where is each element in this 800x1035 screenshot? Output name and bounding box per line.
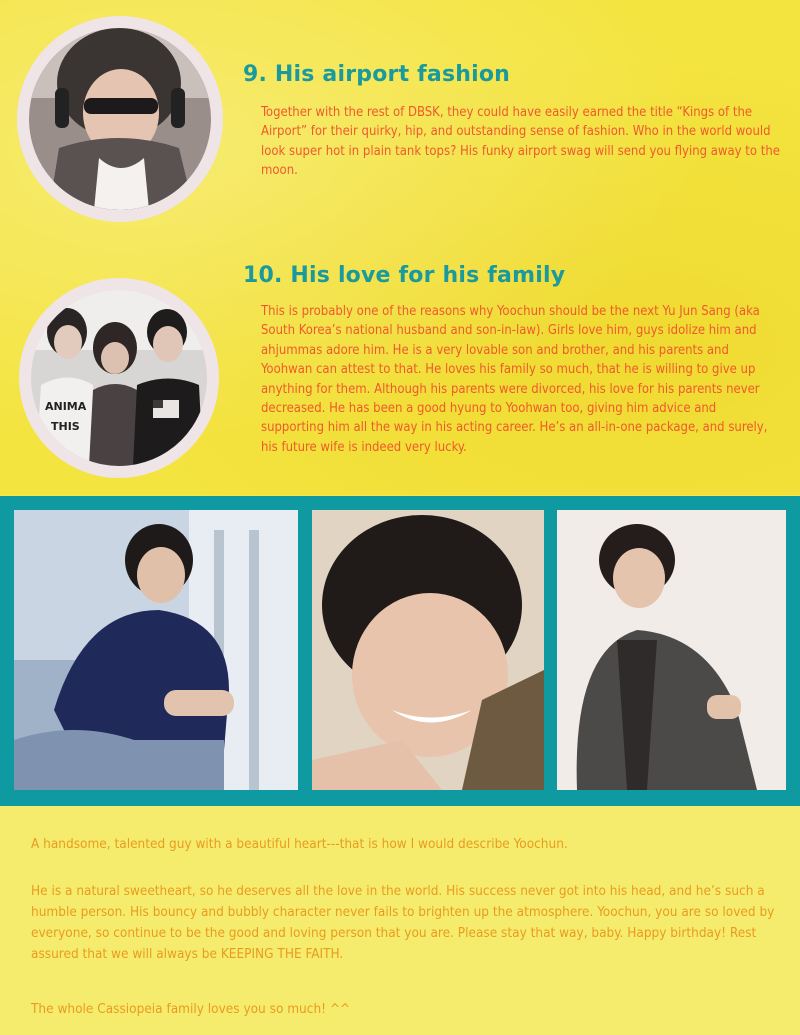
family-photo (31, 290, 207, 466)
top-content-area (0, 0, 800, 495)
photo-strip (0, 496, 800, 806)
airport-photo (29, 28, 211, 210)
shirt-text-2: THIS (51, 420, 80, 433)
photo-closeup (312, 510, 544, 790)
shirt-text: ANIMA (45, 400, 87, 413)
closing-message (0, 806, 800, 1035)
closing-paragraph: He is a natural sweetheart, so he deserves all the love in the world. His success never got into his head, and he’s such a humble person. His bouncy and bubbly character never fails to brighten up the atmosphere. Yoochun, you are so loved by everyone, so continue to be the good and loving person that you are. Please stay that way, baby. Happy birthday! Rest assured that we will always be KEEPING THE FAITH. (31, 883, 775, 962)
section-9-heading: 9. His airport fashion (243, 62, 511, 87)
family-photo-frame (19, 278, 219, 478)
photo-cardigan (557, 510, 786, 790)
section-10-heading: 10. His love for his family (243, 263, 566, 288)
airport-photo-frame (17, 16, 223, 222)
section-9-body: Together with the rest of DBSK, they could have easily earned the title “Kings of the Airport” for their quirky, hip, and outstanding sense of fashion. Who in the world would look super hot in plain tank tops? His funky airport swag will send you flying away to the moon. (261, 105, 780, 179)
section-10-body: This is probably one of the reasons why Yoochun should be the next Yu Jun Sang (aka South Korea’s national husband and son-in-law). Girls love him, guys idolize him and ahjummas adore him. He is a very lovable son and brother, and his parents and Yoohwan can attest to that. He loves his family so much, that he is willing to give up anything for them. Although his parents were divorced, his love for his parents never decreased. He has been a good hyung to Yoohwan too, giving him advice and supporting him all the way in his acting career. He’s an all-in-one package, and surely, his future wife is indeed very lucky. (261, 304, 768, 455)
photo-sitting (14, 510, 298, 790)
closing-line-3: The whole Cassiopeia family loves you so much! ^^ (31, 1001, 351, 1017)
closing-line-1: A handsome, talented guy with a beautiful heart---that is how I would describe Yoochun. (31, 836, 568, 852)
